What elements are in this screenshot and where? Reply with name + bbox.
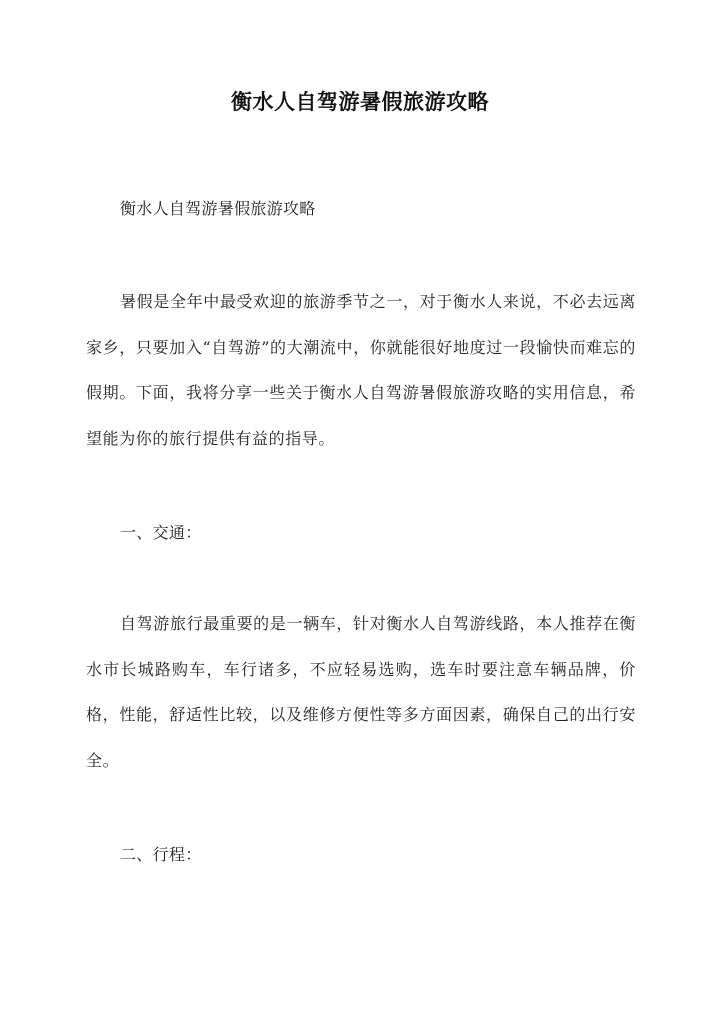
document-title: 衡水人自驾游暑假旅游攻略: [231, 89, 489, 114]
document-subtitle: 衡水人自驾游暑假旅游攻略: [120, 199, 316, 218]
transport-paragraph: 自驾游旅行最重要的是一辆车，针对衡水人自驾游线路，本人推荐在衡水市长城路购车，车行诸多，不应轻易选购，选车时要注意车辆品牌，价格，性能，舒适性比较，以及维修方便性等多方面因素，确保自己的出行安全。: [86, 614, 636, 770]
intro-paragraph: 暑假是全年中最受欢迎的旅游季节之一，对于衡水人来说，不必去远离家乡，只要加入“自驾游”的大潮流中，你就能很好地度过一段愉快而难忘的假期。下面，我将分享一些关于衡水人自驾游暑假旅游攻略的实用信息，希望能为你的旅行提供有益的指导。: [86, 292, 636, 448]
section-heading-transport: 一、交通：: [120, 523, 202, 542]
section-heading-itinerary: 二、行程：: [120, 845, 202, 864]
